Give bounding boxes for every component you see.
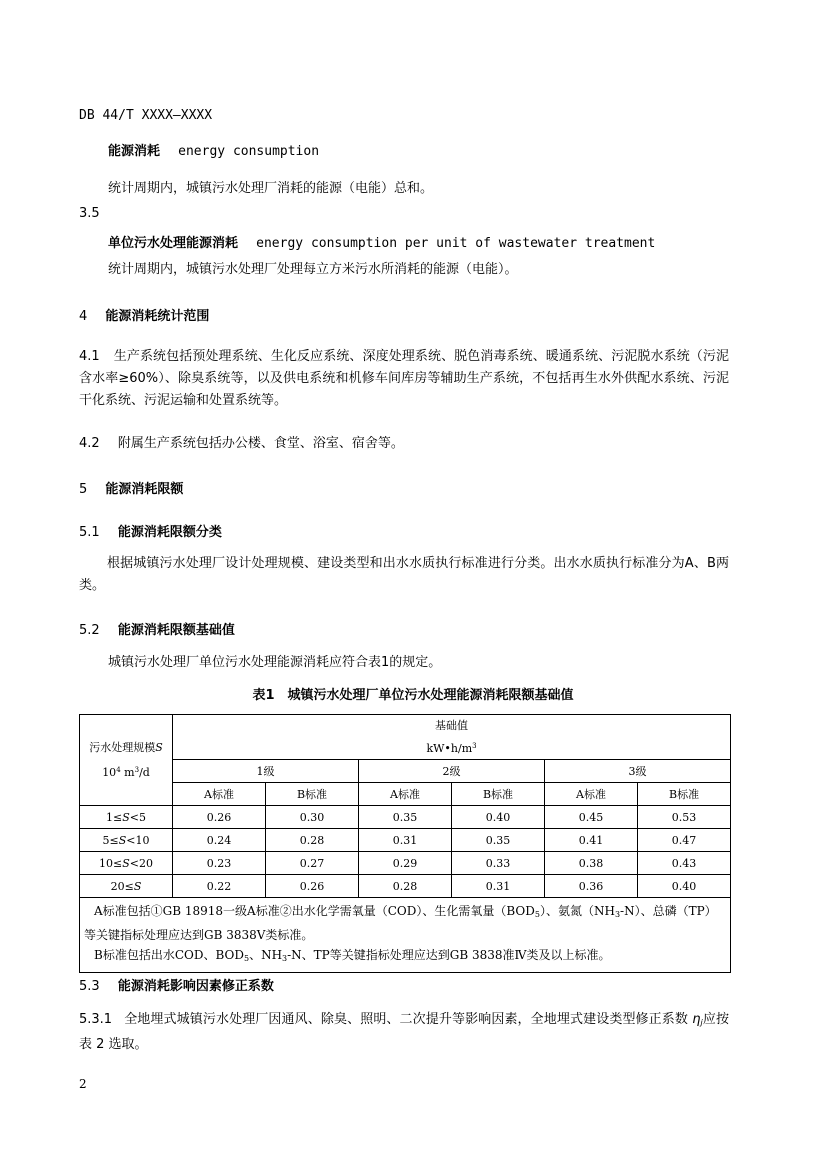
section5-heading <box>79 478 183 497</box>
table1-std-b: B标准 <box>638 783 731 806</box>
table-row <box>80 875 731 898</box>
term-unit-title <box>108 232 655 251</box>
table-cell: 0.29 <box>359 852 452 875</box>
table-cell: 0.40 <box>638 875 731 898</box>
table1-scale-unit: $10^4$ $m^3/d$ <box>102 765 150 779</box>
table1-note <box>80 898 731 973</box>
section51-title: 能源消耗限额分类 <box>117 525 222 540</box>
table-cell: 0.24 <box>173 829 266 852</box>
doc-code: DB 44/T XXXX—XXXX <box>79 108 213 123</box>
table1-range: 5≤S<10 <box>80 829 173 852</box>
table-cell: 0.41 <box>545 829 638 852</box>
table-cell: 0.28 <box>266 829 359 852</box>
table1-base-value-unit: $kW•h/m^3$ <box>426 741 477 755</box>
section51-heading <box>79 521 222 540</box>
table1-range: 1≤S<5 <box>80 806 173 829</box>
term-energy-title-en: energy consumption <box>178 144 320 159</box>
section53-title: 能源消耗影响因素修正系数 <box>117 979 274 994</box>
term-unit-number: 3.5 <box>79 206 100 221</box>
table-cell: 0.28 <box>359 875 452 898</box>
table1-std-b: B标准 <box>452 783 545 806</box>
table-cell: 0.47 <box>638 829 731 852</box>
table-cell: 0.35 <box>452 829 545 852</box>
table1-note-a: A标准包括①GB 18918一级A标准②出水化学需氧量（COD）、生化需氧量$(BOD_5)$、氨氮$(NH_3-N)$、总磷（TP）等关键指标处理应达到GB 3838Ⅴ类标准。 <box>84 904 717 942</box>
table1-std-a: A标准 <box>173 783 266 806</box>
table1-range: 10≤S<20 <box>80 852 173 875</box>
page-number: 2 <box>79 1077 87 1091</box>
table-cell: 0.22 <box>173 875 266 898</box>
table1-caption: 表1 城镇污水处理厂单位污水处理能源消耗限额基础值 <box>252 688 574 703</box>
section5-number: 5 <box>79 482 88 497</box>
section5-title: 能源消耗限额 <box>105 482 184 497</box>
table-cell: 0.36 <box>545 875 638 898</box>
table-cell: 0.38 <box>545 852 638 875</box>
term-energy-title <box>108 140 319 159</box>
term-energy-definition: 统计周期内，城镇污水处理厂消耗的能源（电能）总和。 <box>108 181 434 196</box>
table1-level-1: 1级 <box>173 760 359 783</box>
table-cell: 0.26 <box>266 875 359 898</box>
table-cell: 0.35 <box>359 806 452 829</box>
section4-number: 4 <box>79 309 88 324</box>
term-unit-title-en: energy consumption per unit of wastewater treatment <box>256 236 656 251</box>
table-row <box>80 806 731 829</box>
table1 <box>79 714 731 973</box>
table1-base-value-header <box>173 715 731 760</box>
table-cell: 0.53 <box>638 806 731 829</box>
table-cell: 0.33 <box>452 852 545 875</box>
section4-heading <box>79 305 209 324</box>
table1-scale-label: 污水处理规模S <box>89 740 163 754</box>
table1-level-2: 2级 <box>359 760 545 783</box>
section531-paragraph <box>79 1009 729 1056</box>
table-cell: 0.30 <box>266 806 359 829</box>
table1-range: 20≤S <box>80 875 173 898</box>
section531-symbol: η <box>692 1012 701 1027</box>
term-energy-title-cn: 能源消耗 <box>108 144 161 159</box>
section531-number: 5.3.1 <box>79 1012 113 1027</box>
table-row <box>80 829 731 852</box>
table1-scale-header <box>80 715 173 806</box>
table-cell: 0.23 <box>173 852 266 875</box>
table1-note-b: B标准包括出水COD、$BOD_5$、$NH_3-N$、TP等关键指标处理应达到GB 3838准Ⅳ类及以上标准。 <box>94 948 611 963</box>
section52-text: 城镇污水处理厂单位污水处理能源消耗应符合表1的规定。 <box>108 655 442 670</box>
section531-text-b: 应按表 2 选取。 <box>79 1012 729 1052</box>
section51-text: 根据城镇污水处理厂设计处理规模、建设类型和出水水质执行标准进行分类。出水水质执行标准分为A、B两类。 <box>79 556 729 593</box>
term-unit-title-cn: 单位污水处理能源消耗 <box>108 236 239 251</box>
table-row <box>80 852 731 875</box>
section4-item1-text: 生产系统包括预处理系统、生化反应系统、深度处理系统、脱色消毒系统、暖通系统、污泥脱水系统（污泥含水率≥60%）、除臭系统等，以及供电系统和机修车间库房等辅助生产系统，不包括再生水外供配水系统、污泥干化系统、污泥运输和处置系统等。 <box>79 349 729 408</box>
table1-std-a: A标准 <box>545 783 638 806</box>
section4-item2-text: 附属生产系统包括办公楼、食堂、浴室、宿舍等。 <box>117 436 404 451</box>
section4-item2-number: 4.2 <box>79 436 100 451</box>
table1-level-3: 3级 <box>545 760 731 783</box>
section4-item1-number: 4.1 <box>79 349 100 364</box>
section53-heading <box>79 975 274 994</box>
table-cell: 0.26 <box>173 806 266 829</box>
term-unit-definition: 统计周期内，城镇污水处理厂处理每立方米污水所消耗的能源（电能）。 <box>108 262 518 277</box>
table1-base-value-label: 基础值 <box>435 718 469 732</box>
table-cell: 0.43 <box>638 852 731 875</box>
section4-item2 <box>79 432 404 451</box>
section53-number: 5.3 <box>79 979 100 994</box>
section531-subscript: j <box>700 1018 703 1027</box>
table-cell: 0.31 <box>359 829 452 852</box>
section51-number: 5.1 <box>79 525 100 540</box>
section4-item1 <box>79 346 729 412</box>
section4-title: 能源消耗统计范围 <box>105 309 210 324</box>
table1-std-a: A标准 <box>359 783 452 806</box>
table1-std-b: B标准 <box>266 783 359 806</box>
table-cell: 0.31 <box>452 875 545 898</box>
section52-title: 能源消耗限额基础值 <box>117 623 235 638</box>
section52-heading <box>79 619 235 638</box>
table-cell: 0.27 <box>266 852 359 875</box>
table-cell: 0.45 <box>545 806 638 829</box>
table-cell: 0.40 <box>452 806 545 829</box>
section52-number: 5.2 <box>79 623 100 638</box>
section531-text-a: 全地埋式城镇污水处理厂因通风、除臭、照明、二次提升等影响因素，全地埋式建设类型修正系数 <box>124 1012 689 1027</box>
